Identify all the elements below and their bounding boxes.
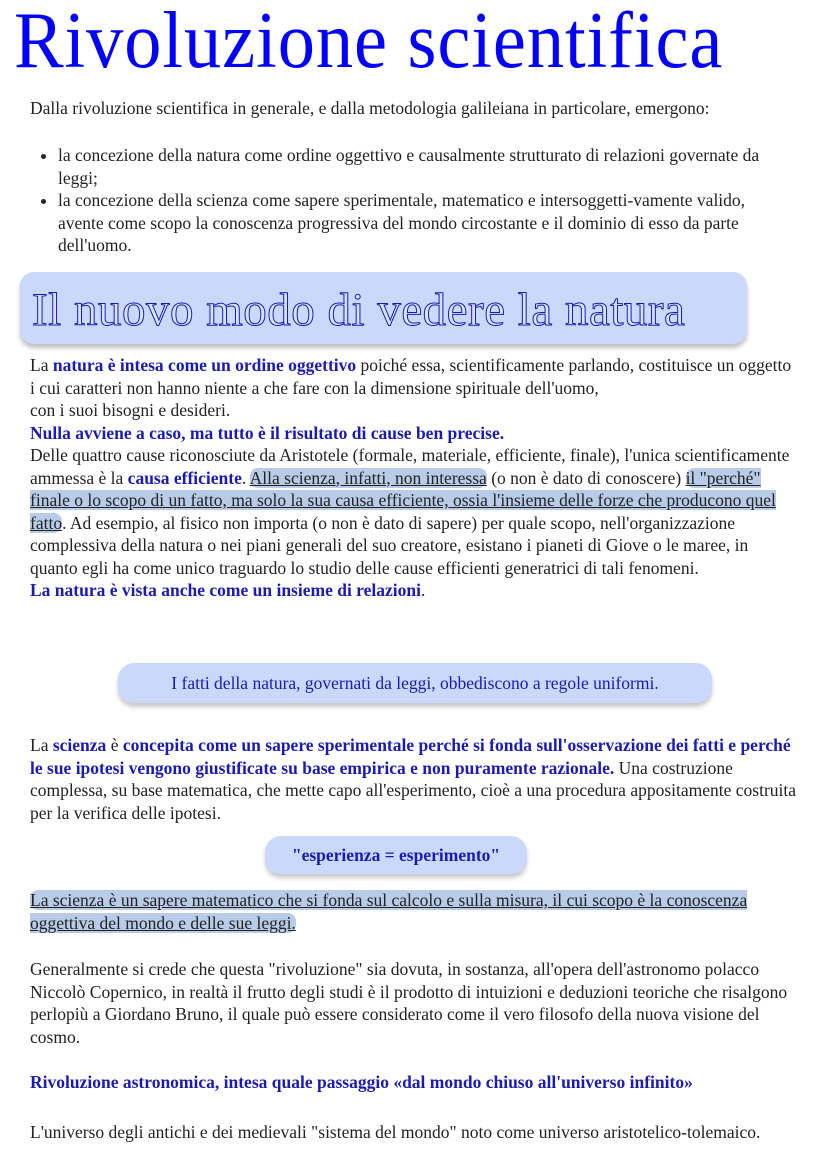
science-paragraph [30,734,805,824]
text: con i suoi bisogni e desideri. [30,400,231,420]
nature-paragraph [30,354,800,602]
math-sentence [30,889,760,934]
text: La [30,735,53,755]
callout-laws: I fatti della natura, governati da leggi, obbediscono a regole uniformi. [118,663,712,703]
section-heading: Il nuovo modo di vedere la natura [32,284,686,336]
bullet-list [30,144,790,257]
copernicus-paragraph: Generalmente si crede che questa "rivoluzione" sia dovuta, in sostanza, all'opera dell'astronomo polacco Niccolò Copernico, in realtà il frutto degli studi è il prodotto di intuizioni e deduzioni teoriche che risalgono perlopiù a Giordano Bruno, il quale può essere considerato come il vero filosofo della nuova visione del cosmo. [30,959,788,1047]
text: . Ad esempio, al fisico non importa (o non è dato di sapere) per quale scopo, nell'organizzazione complessiva della natura o nei piani generali del suo creatore, esistano i pianeti di Giove o le maree, in quanto egli ha come unico traguardo lo studio delle cause efficienti generatrici di tali fenomeni. [30,512,749,578]
text: è [106,735,123,755]
list-item: • la concezione della scienza come sapere sperimentale, matematico e intersoggetti-vamente valido, avente come scopo la conoscenza progressiva del mondo circostante e il dominio di esso da parte dell'uomo. [58,189,790,257]
text: . [420,580,426,600]
text: Delle quattro cause riconosciute da Aristotele (formale, materiale, efficiente, finale), l'unica scientificamente ammessa è la [30,445,790,488]
astronomy-heading: Rivoluzione astronomica, intesa quale passaggio «dal mondo chiuso all'universo infinito» [30,1072,693,1092]
emphasis: scienza [52,735,107,755]
intro-text: Dalla rivoluzione scientifica in generale, e dalla metodologia galileiana in particolare, emergono: [30,98,710,118]
text: La [30,355,53,375]
emphasis: La natura è vista anche come un insieme di relazioni [30,580,421,600]
callout-experience: "esperienza = esperimento" [265,836,527,874]
section-heading-box [20,272,747,344]
highlighted-text: La scienza è un sapere matematico che si fonda sul calcolo e sulla misura, il cui scopo è la conoscenza oggettiva del mondo e delle sue leggi. [30,890,748,933]
emphasis: Nulla avviene a caso, ma tutto è il risultato di cause ben precise. [30,422,505,443]
highlighted-text: il "perché" finale o lo scopo di un fatto, ma solo la sua causa efficiente, ossia l'insieme delle forze che producono quel fatto [30,467,776,533]
page-title: Rivoluzione scientifica [14,0,724,85]
text: (o non è dato di conoscere) [486,467,686,488]
highlighted-text: Alla scienza, infatti, non interessa [249,467,487,488]
emphasis: causa efficiente [127,467,242,488]
text: Una costruzione complessa, su base matematica, che mette capo all'esperimento, cioè a una procedura appositamente costruita per la verifica delle ipotesi. [30,757,797,823]
text: poiché essa, scientificamente parlando, costituisce un oggetto i cui caratteri non hanno niente a che fare con la dimensione spirituale dell'uomo, [30,355,792,398]
text: . [241,467,250,488]
emphasis: natura è intesa come un ordine oggettivo [52,355,357,375]
universe-paragraph: L'universo degli antichi e dei medievali "sistema del mondo" noto come universo aristotelico-tolemaico. [30,1122,761,1142]
list-item: • la concezione della natura come ordine oggettivo e causalmente strutturato di relazioni governate da leggi; [58,144,790,189]
emphasis: concepita come un sapere sperimentale perché si fonda sull'osservazione dei fatti e perché le sue ipotesi vengono giustificate su base empirica e non puramente razionale. [30,735,791,778]
